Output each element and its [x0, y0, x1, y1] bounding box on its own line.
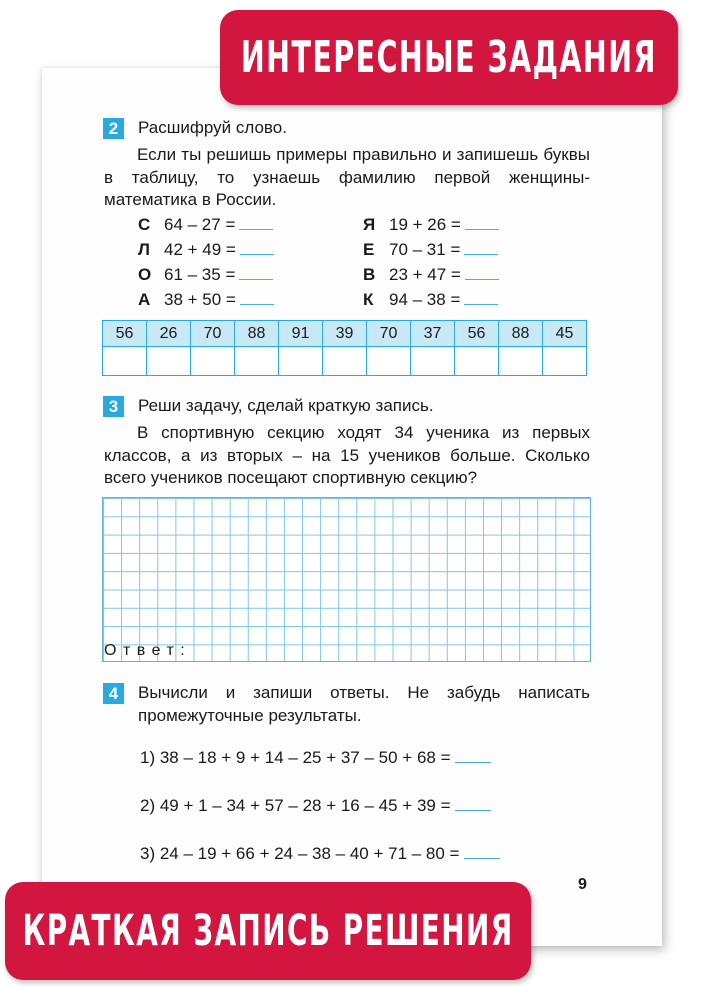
example-s: С 64 – 27 = [138, 215, 273, 235]
example-v: В 23 + 47 = [363, 265, 499, 285]
letter-cell[interactable] [147, 347, 191, 376]
code-cell: 56 [455, 321, 499, 347]
answer-blank[interactable] [455, 748, 491, 763]
example-l: Л 42 + 49 = [138, 240, 274, 260]
code-cell: 88 [235, 321, 279, 347]
letter-cell[interactable] [455, 347, 499, 376]
example-ya: Я 19 + 26 = [363, 215, 499, 235]
task-4-title: Вычисли и запиши ответы. Не забудь написать промежуточные результаты. [138, 683, 590, 725]
calc-item-2: 2) 49 + 1 – 34 + 57 – 28 + 16 – 45 + 39 = [140, 796, 491, 816]
answer-blank[interactable] [455, 796, 491, 811]
letter-cell[interactable] [499, 347, 543, 376]
solution-grid[interactable] [102, 497, 591, 662]
example-e: Е 70 – 31 = [363, 240, 498, 260]
letter-cell[interactable] [191, 347, 235, 376]
answer-blank[interactable] [240, 240, 274, 255]
answer-blank[interactable] [464, 240, 498, 255]
code-cell: 56 [103, 321, 147, 347]
example-k: К 94 – 38 = [363, 290, 498, 310]
code-cell: 45 [543, 321, 587, 347]
task-2-text: Если ты решишь примеры правильно и запишешь буквы в таблицу, то узнаешь фамилию первой женщины-математика в России. [104, 145, 590, 209]
code-cell: 88 [499, 321, 543, 347]
letter-cell[interactable] [103, 347, 147, 376]
code-cell: 37 [411, 321, 455, 347]
answer-blank[interactable] [464, 290, 498, 305]
letter-cell[interactable] [235, 347, 279, 376]
example-a: А 38 + 50 = [138, 290, 274, 310]
banner-interesting-tasks: ИНТЕРЕСНЫЕ ЗАДАНИЯ [220, 10, 678, 105]
example-o: О 61 – 35 = [138, 265, 273, 285]
answer-blank[interactable] [464, 844, 500, 859]
answer-blank[interactable] [465, 215, 499, 230]
calc-item-1: 1) 38 – 18 + 9 + 14 – 25 + 37 – 50 + 68 = [140, 748, 491, 768]
code-cell: 91 [279, 321, 323, 347]
answer-blank[interactable] [465, 265, 499, 280]
decode-table [102, 320, 587, 376]
letter-cell[interactable] [279, 347, 323, 376]
answer-blank[interactable] [239, 265, 273, 280]
letter-cell[interactable] [411, 347, 455, 376]
code-cell: 39 [323, 321, 367, 347]
answer-blank[interactable] [240, 290, 274, 305]
banner-short-solution: КРАТКАЯ ЗАПИСЬ РЕШЕНИЯ [5, 882, 531, 980]
letter-cell[interactable] [543, 347, 587, 376]
answer-blank[interactable] [239, 215, 273, 230]
code-cell: 26 [147, 321, 191, 347]
letter-cell[interactable] [323, 347, 367, 376]
task-3-text: В спортивную секцию ходят 34 ученика из первых классов, а из вторых – на 15 учеников больше. Сколько всего учеников посещают спортивную секцию? [104, 423, 590, 487]
task-2-title: Расшифруй слово. [138, 118, 287, 137]
code-cell: 70 [191, 321, 235, 347]
task-2-number: 2 [103, 118, 124, 139]
letter-cell[interactable] [367, 347, 411, 376]
page-number: 9 [578, 876, 587, 893]
task-3-title: Реши задачу, сделай краткую запись. [138, 396, 434, 415]
code-cell: 70 [367, 321, 411, 347]
answer-label: Ответ: [104, 642, 192, 659]
calc-item-3: 3) 24 – 19 + 66 + 24 – 38 – 40 + 71 – 80 = [140, 844, 500, 864]
task-3-number: 3 [103, 396, 124, 417]
task-4-number: 4 [103, 683, 124, 704]
